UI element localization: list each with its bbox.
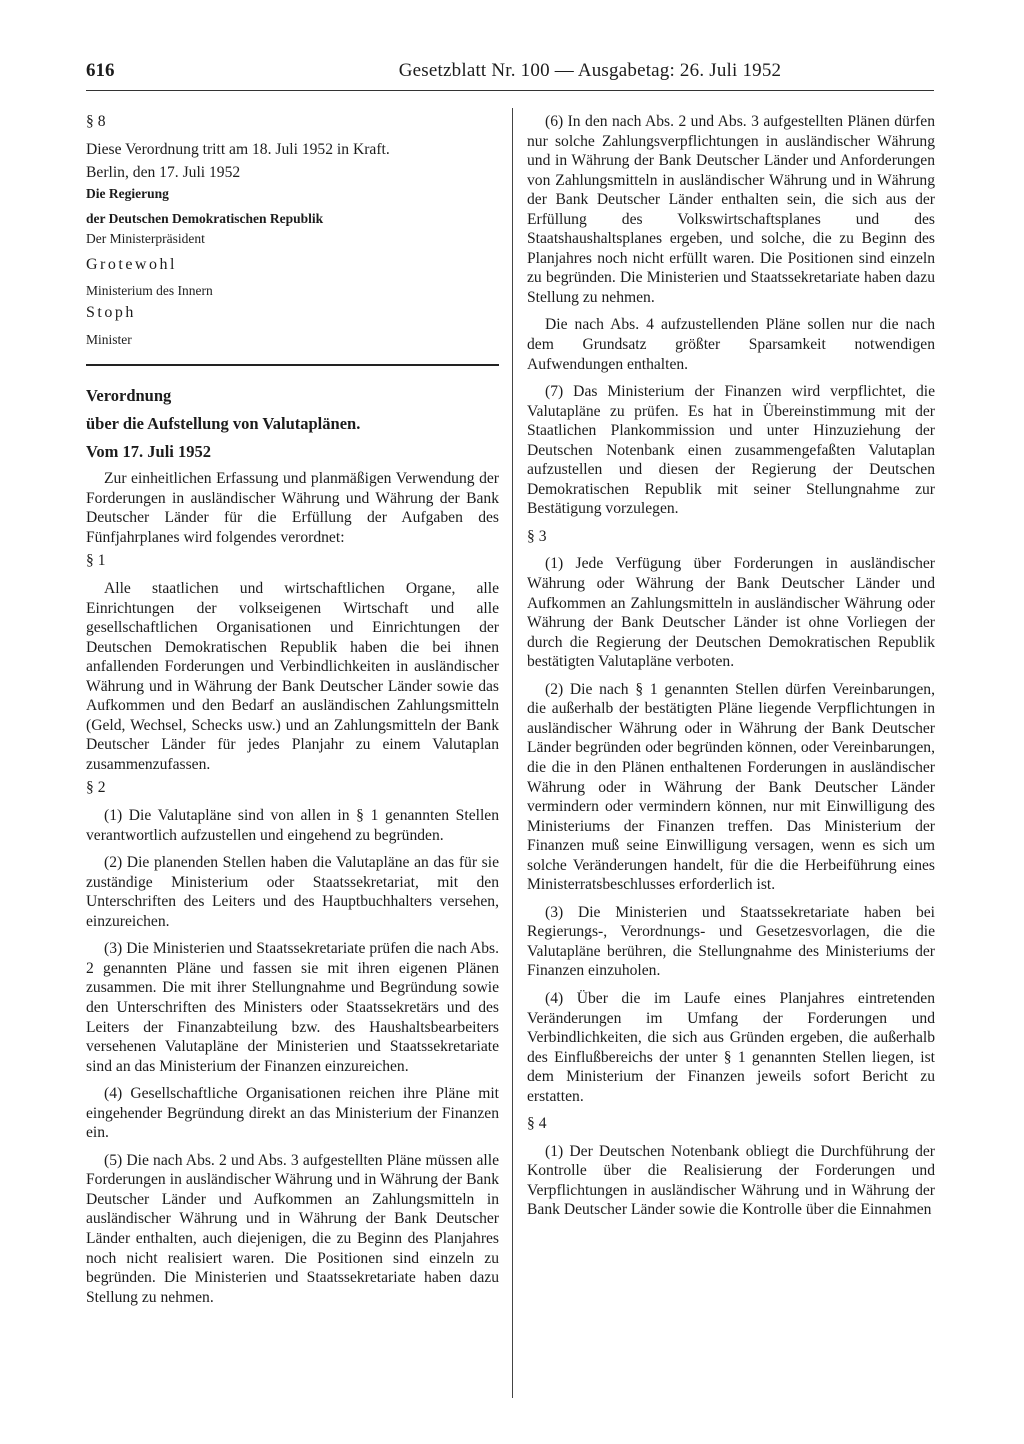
section-2-paragraph-3: (3) Die Ministerien und Staatssekretariate prüfen die nach Abs. 2 genannten Pläne und fassen sie mit ihren eigenen Plänen zusammen. Die mit ihrer Stellungnahme und Begründung sowie den Unterschriften des Ministers oder Staatssekretärs und des Leiters der Finanzabteilung bzw. des Haushaltsbearbeiters versehenen Valutapläne der Ministerien und Staatssekretariate sind an das Ministerium der Finanzen einzureichen. (86, 940, 499, 1075)
preamble: Zur einheitlichen Erfassung und planmäßigen Verwendung der Forderungen in ausländischer Währung und Währung der Bank Deutscher Länder für die Erfüllung der Aufgaben des Fünfjahrplanes wird folgendes verordnet: (86, 470, 499, 546)
section-2-heading: § 2 (86, 779, 106, 797)
section-2-paragraph-1: (1) Die Valutapläne sind von allen in § 1 genannten Stellen verantwortlich aufzustellen und eingehend zu begründen. (86, 807, 499, 844)
section-1-heading: § 1 (86, 552, 106, 570)
minister-title: Minister (86, 331, 132, 347)
pm-title: Der Ministerpräsident (86, 230, 205, 246)
section-8-heading: § 8 (86, 113, 106, 130)
decree-date: Vom 17. Juli 1952 (86, 441, 211, 461)
place-date: Berlin, den 17. Juli 1952 (86, 164, 241, 182)
section-4-heading: § 4 (527, 1115, 547, 1133)
section-3-heading: § 3 (527, 527, 547, 545)
section-8-text: Diese Verordnung tritt am 18. Juli 1952 in Kraft. (86, 140, 390, 158)
right-column (527, 112, 935, 1228)
pm-signature: Grotewohl (86, 255, 177, 273)
section-2-paragraph-6: (6) In den nach Abs. 2 und Abs. 3 aufgestellten Plänen dürfen nur solche Zahlungsverpflichtungen in ausländischer Währung und in Währung der Bank Deutscher Länder und Anforderungen von Zahlungsmitteln in ausländischer Währung und in Währung der Bank Deutscher Länder enthalten sein, die sich aus der Erfüllung des Volkswirtschaftsplanes und des Staatshaushaltsplanes ergeben, und solche, die zu Beginn des Planjahres noch nicht erfüllt waren. Die Positionen sind einzeln zu begründen. Die Ministerien und Staatssekretariate haben dazu Stellung zu nehmen. (527, 113, 935, 306)
section-3-paragraph-4: (4) Über die im Laufe eines Planjahres eintretenden Veränderungen im Umfang der Forderungen und Verbindlichkeiten, die sich aus Gründen ergeben, die außerhalb des Einflußbereichs der unter § 1 genannten Stellen liegen, ist dem Ministerium der Finanzen jeweils sofort Bericht zu erstatten. (527, 989, 935, 1105)
government-line-1: Die Regierung (86, 185, 169, 201)
decree-title-1: Verordnung (86, 385, 172, 405)
ministry-name: Ministerium des Innern (86, 283, 213, 299)
section-2-paragraph-2: (2) Die planenden Stellen haben die Valutapläne an das für sie zuständige Ministerium oder Staatssekretariat, mit den Unterschriften des Leiters und des Hauptbuchhalters versehen, einzureichen. (86, 854, 499, 930)
section-3-paragraph-2: (2) Die nach § 1 genannten Stellen dürfen Vereinbarungen, die außerhalb der bestätigten Pläne liegende Verpflichtungen in ausländischer Währung oder in Währung der Bank Deutscher Länder begründen oder begründen können, oder Vereinbarungen, die die in den Plänen enthaltenen Forderungen in ausländischer Währung oder in Währung der Bank Deutscher Länder vermindern oder vermindern können, nur mit Einwilligung des Ministeriums der Finanzen treffen. Das Ministerium der Finanzen muß seine Einwilligung versagen, wenn es sich um solche Veränderungen handelt, für die die Herbeiführung eines Ministerratsbeschlusses erforderlich ist. (527, 680, 935, 894)
section-3-paragraph-3: (3) Die Ministerien und Staatssekretariate haben bei Regierungs-, Verordnungs- und Gesetzesvorlagen, die die Valutapläne berühren, die Stellungnahme des Ministeriums der Finanzen einzuholen. (527, 903, 935, 980)
section-3-paragraph-1: (1) Jede Verfügung über Forderungen in ausländischer Währung oder Währung der Bank Deutscher Länder und Aufkommen an Zahlungsmitteln in ausländischer Währung oder Währung der Bank Deutscher Länder ist ohne Vorliegen der durch die Regierung der Deutschen Demokratischen Republik bestätigten Valutapläne verboten. (527, 555, 935, 671)
section-2-paragraph-5: (5) Die nach Abs. 2 und Abs. 3 aufgestellten Pläne müssen alle Forderungen in ausländischer Währung und in Währung der Bank Deutscher Länder und Aufkommen an Zahlungsmitteln in ausländischer Währung und in Währung der Bank Deutscher Länder enthalten, auch diejenigen, die zu Beginn des Planjahres noch nicht realisiert waren. Die Positionen sind einzeln zu begründen. Die Ministerien und Staatssekretariate haben dazu Stellung zu nehmen. (86, 1151, 499, 1306)
section-rule (86, 364, 499, 366)
section-2-paragraph-6b: Die nach Abs. 4 aufzustellenden Pläne sollen nur die nach dem Grundsatz größter Sparsamkeit notwendigen Aufwendungen enthalten. (527, 316, 935, 373)
page-header (86, 60, 934, 91)
gazette-title: Gesetzblatt Nr. 100 — Ausgabetag: 26. Juli 1952 (398, 60, 782, 81)
left-column (86, 112, 499, 1315)
minister-signature: Stoph (86, 304, 136, 322)
section-4-paragraph-1: (1) Der Deutschen Notenbank obliegt die Durchführung der Kontrolle über die Realisierung der Forderungen und Verpflichtungen in ausländischer Währung und in Währung der Bank Deutscher Länder sowie die Kontrolle über die Einnahmen (527, 1142, 935, 1219)
section-2-paragraph-7: (7) Das Ministerium der Finanzen wird verpflichtet, die Valutapläne zu prüfen. Es hat in Übereinstimmung mit der Staatlichen Plankommission und unter Hinzuziehung der Deutschen Notenbank einen zusammengefaßten Valutaplan aufzustellen und diesen der Regierung der Deutschen Demokratischen Republik mit seiner Stellungnahme zur Bestätigung vorzulegen. (527, 383, 935, 518)
decree-title-2: über die Aufstellung von Valutaplänen. (86, 413, 361, 433)
column-divider (512, 108, 513, 1398)
section-1-text: Alle staatlichen und wirtschaftlichen Organe, alle Einrichtungen der volkseigenen Wirtschaft und alle gesellschaftlichen Organisationen und Einrichtungen der Deutschen Demokratischen Republik haben die bei ihnen anfallenden Forderungen und Verbindlichkeiten in ausländischer Währung und in Währung der Bank Deutscher Länder sowie das Aufkommen und den Bedarf an ausländischen Zahlungsmitteln (Geld, Wechsel, Schecks usw.) und an Zahlungsmitteln der Bank Deutscher Länder für jedes Planjahr zu einem Valutaplan zusammenzufassen. (86, 580, 499, 773)
page-number: 616 (86, 60, 115, 81)
government-line-2: der Deutschen Demokratischen Republik (86, 210, 324, 226)
section-2-paragraph-4: (4) Gesellschaftliche Organisationen reichen ihre Pläne mit eingehender Begründung direkt an das Ministerium der Finanzen ein. (86, 1085, 499, 1142)
